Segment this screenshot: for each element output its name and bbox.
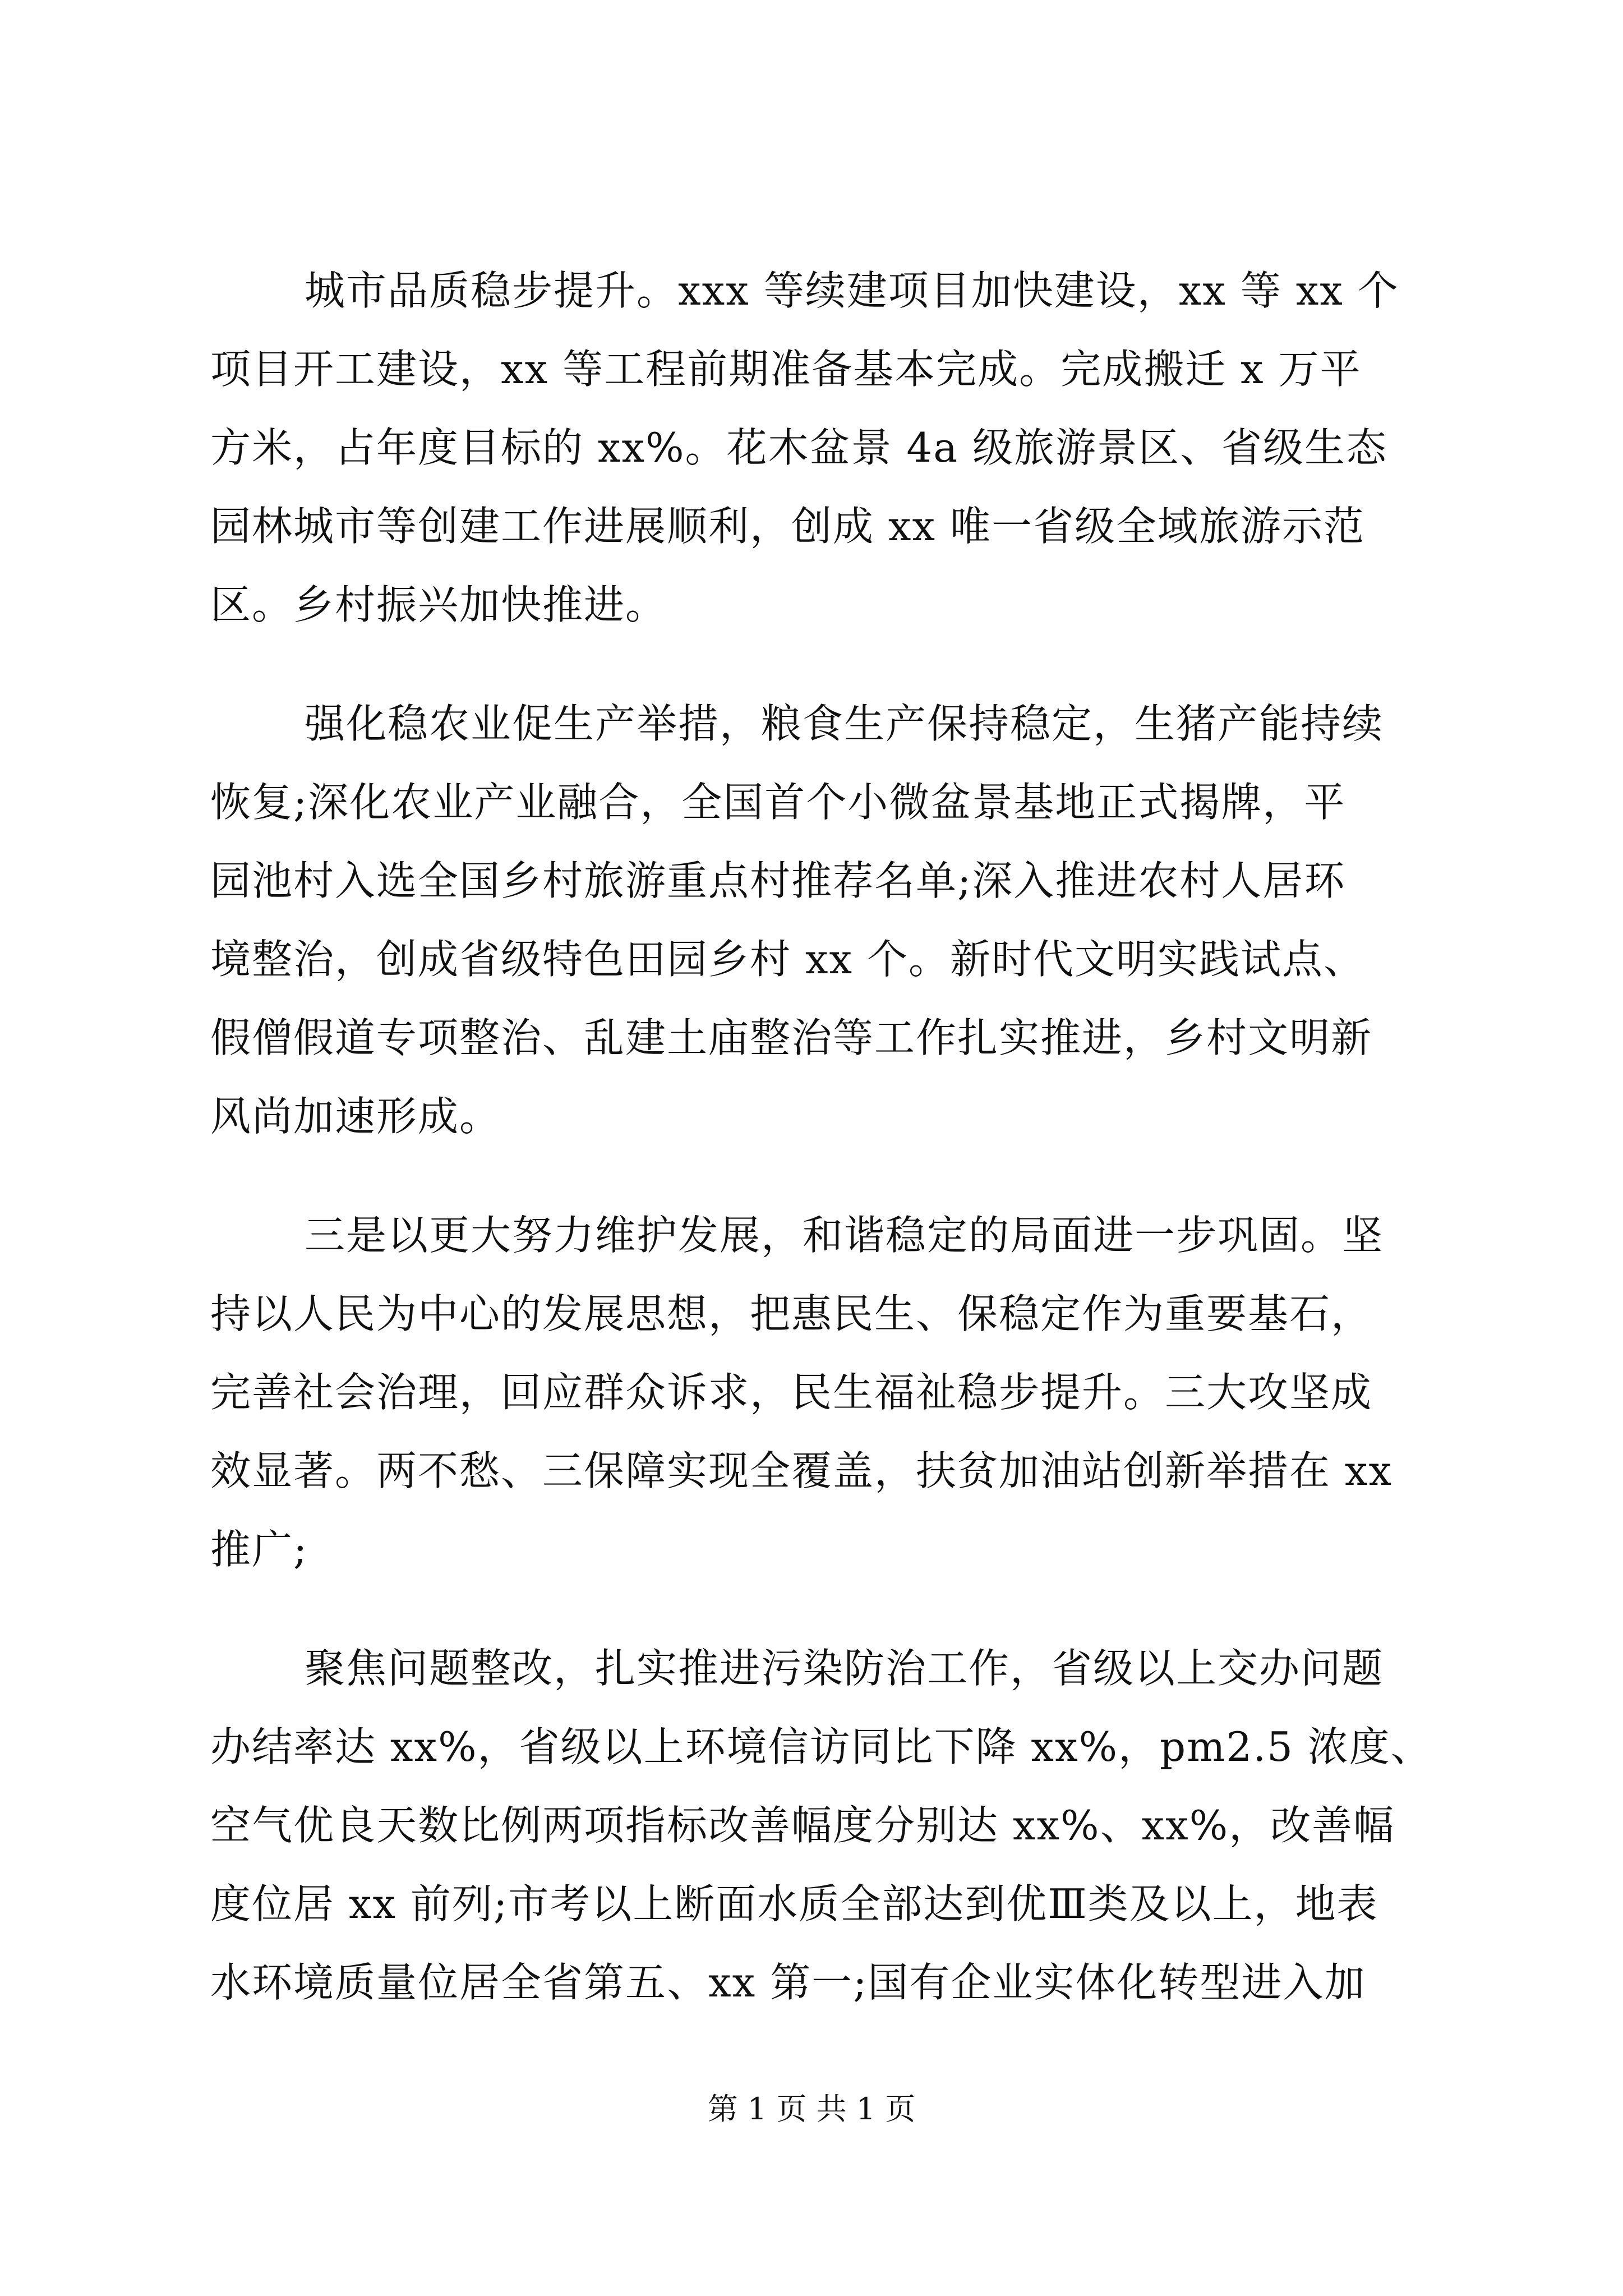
text-line: 项目开工建设，xx 等工程前期准备基本完成。完成搬迁 x 万平 [210,346,1362,393]
text-line: 持以人民为中心的发展思想，把惠民生、保稳定作为重要基石， [210,1290,1373,1337]
text-line: 办结率达 xx%，省级以上环境信访同比下降 xx%，pm2.5 浓度、 [210,1723,1432,1770]
text-line: 园林城市等创建工作进展顺利，创成 xx 唯一省级全域旅游示范 [210,503,1365,550]
text-line: 推广; [210,1526,308,1573]
text-line: 区。乡村振兴加快推进。 [210,581,667,628]
text-line: 恢复;深化农业产业融合，全国首个小微盆景基地正式揭牌，平 [210,779,1346,826]
text-line: 聚焦问题整改，扎实推进污染防治工作，省级以上交办问题 [305,1645,1384,1692]
text-line: 城市品质稳步提升。xxx 等续建项目加快建设，xx 等 xx 个 [305,267,1399,314]
text-line: 度位居 xx 前列;市考以上断面水质全部达到优Ⅲ类及以上，地表 [210,1880,1378,1927]
page-footer: 第 1 页 共 1 页 [707,2091,916,2127]
text-line: 境整治，创成省级特色田园乡村 xx 个。新时代文明实践试点、 [210,936,1365,983]
text-line: 水环境质量位居全省第五、xx 第一;国有企业实体化转型进入加 [210,1959,1366,2006]
text-line: 空气优良天数比例两项指标改善幅度分别达 xx%、xx%，改善幅 [210,1802,1395,1849]
text-line: 方米，占年度目标的 xx%。花木盆景 4a 级旅游景区、省级生态 [210,424,1388,471]
text-line: 风尚加速形成。 [210,1093,501,1140]
text-line: 效显著。两不愁、三保障实现全覆盖，扶贫加油站创新举措在 xx [210,1447,1393,1494]
text-line: 园池村入选全国乡村旅游重点村推荐名单;深入推进农村人居环 [210,857,1346,904]
text-line: 假僧假道专项整治、乱建土庙整治等工作扎实推进，乡村文明新 [210,1014,1373,1061]
text-line: 三是以更大努力维护发展，和谐稳定的局面进一步巩固。坚 [305,1212,1384,1259]
text-line: 强化稳农业促生产举措，粮食生产保持稳定，生猪产能持续 [305,700,1384,747]
text-line: 完善社会治理，回应群众诉求，民生福祉稳步提升。三大攻坚成 [210,1369,1373,1416]
